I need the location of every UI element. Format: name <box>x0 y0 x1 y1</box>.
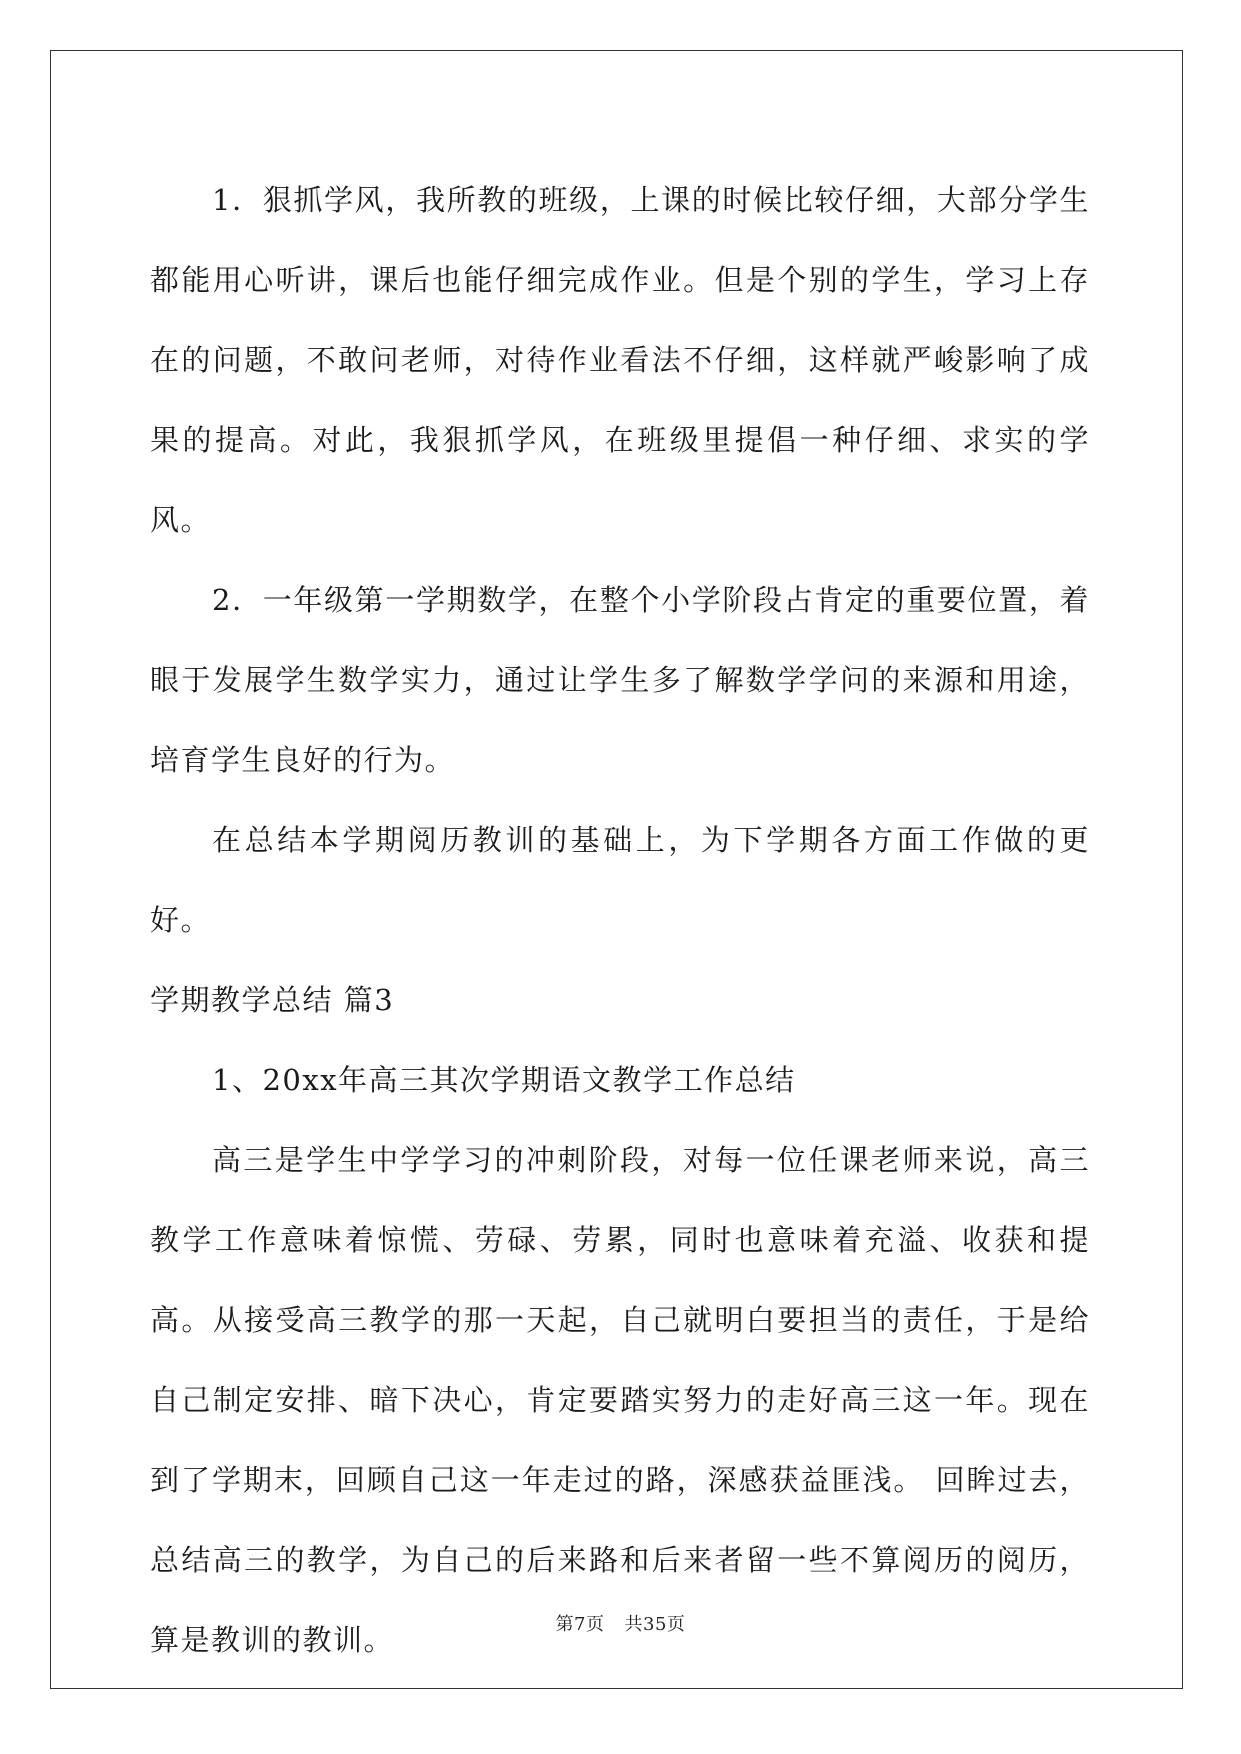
section-heading: 学期教学总结 篇3 <box>150 983 395 1017</box>
page-total: 共35页 <box>624 1614 686 1635</box>
page-number: 第7页 <box>555 1614 605 1635</box>
paragraph-3: 在总结本学期阅历教训的基础上，为下学期各方面工作做的更好。 <box>150 823 1090 937</box>
document-body <box>150 160 1090 1680</box>
page-footer <box>0 1610 1241 1636</box>
paragraph-2: 2．一年级第一学期数学，在整个小学阶段占肯定的重要位置，着眼于发展学生数学实力，通过让学生多了解数学学问的来源和用途，培育学生良好的行为。 <box>150 583 1090 777</box>
paragraph-4: 高三是学生中学学习的冲刺阶段，对每一位任课老师来说，高三教学工作意味着惊慌、劳碌、劳累，同时也意味着充溢、收获和提高。从接受高三教学的那一天起，自己就明白要担当的责任，于是给自己制定安排、暗下决心，肯定要踏实努力的走好高三这一年。现在到了学期末，回顾自己这一年走过的路，深感获益匪浅。 回眸过去，总结高三的教学，为自己的后来路和后来者留一些不算阅历的阅历，算是教训的教训。 <box>150 1143 1090 1657</box>
subsection-title: 1、20xx年高三其次学期语文教学工作总结 <box>212 1063 796 1097</box>
paragraph-1: 1．狠抓学风，我所教的班级，上课的时候比较仔细，大部分学生都能用心听讲，课后也能仔细完成作业。但是个别的学生，学习上存在的问题，不敢问老师，对待作业看法不仔细，这样就严峻影响了成果的提高。对此，我狠抓学风，在班级里提倡一种仔细、求实的学风。 <box>150 183 1090 537</box>
